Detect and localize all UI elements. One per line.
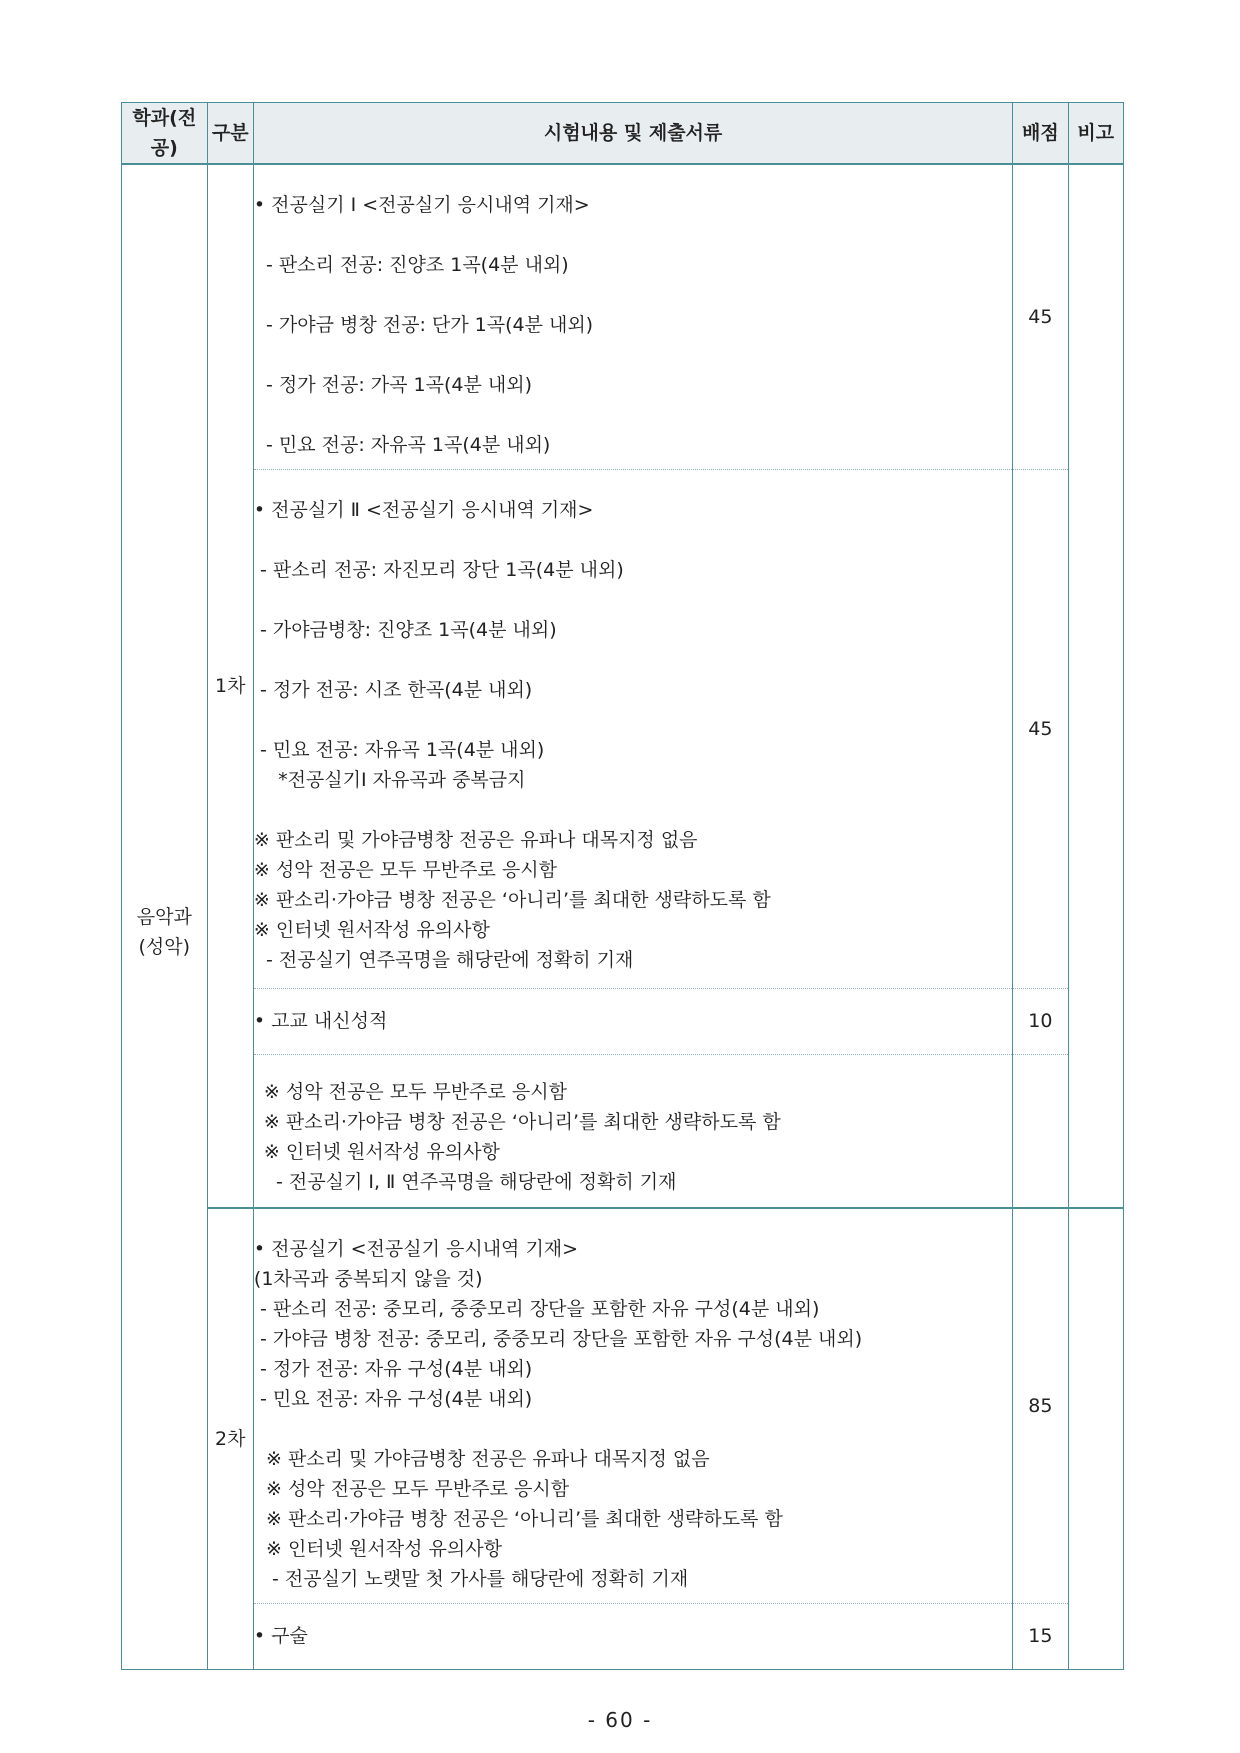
note-line: ※ 판소리 및 가야금병창 전공은 유파나 대목지정 없음	[253, 828, 698, 851]
round2-block2-score: 15	[1013, 1603, 1068, 1669]
table-row	[122, 988, 1124, 1054]
round1-block2-content	[253, 469, 1012, 988]
list-item: (1차곡과 중복되지 않을 것)	[253, 1267, 483, 1290]
round1-block1-title: • 전공실기 Ⅰ <전공실기 응시내역 기재>	[253, 193, 590, 216]
note-line: ※ 인터넷 원서작성 유의사항	[253, 918, 490, 941]
list-item: - 민요 전공: 자유곡 1곡(4분 내외)	[253, 433, 551, 456]
round2-block1-score: 85	[1013, 1208, 1068, 1603]
dept-name: 음악과 (성악)	[136, 905, 192, 958]
round2-note-cell	[1068, 1208, 1123, 1669]
round1-block2-score: 45	[1013, 469, 1068, 988]
round1-block4-score	[1013, 1054, 1068, 1208]
sub-note: *전공실기Ⅰ 자유곡과 중복금지	[253, 768, 526, 791]
round1-block3-content	[253, 988, 1012, 1054]
round1-block4-content	[253, 1054, 1012, 1208]
list-item: - 판소리 전공: 중모리, 중중모리 장단을 포함한 자유 구성(4분 내외)	[253, 1297, 820, 1320]
round2-block2-title: • 구술	[253, 1625, 308, 1647]
list-item: - 민요 전공: 자유 구성(4분 내외)	[253, 1387, 533, 1410]
header-content: 시험내용 및 제출서류	[253, 103, 1012, 165]
note-line: ※ 성악 전공은 모두 무반주로 응시함	[253, 1477, 570, 1500]
list-item: - 판소리 전공: 자진모리 장단 1곡(4분 내외)	[253, 558, 624, 581]
round1-block2-title: • 전공실기 Ⅱ <전공실기 응시내역 기재>	[253, 498, 594, 521]
list-item: - 가야금병창: 진양조 1곡(4분 내외)	[253, 618, 557, 641]
list-item: - 정가 전공: 시조 한곡(4분 내외)	[253, 678, 533, 701]
exam-table	[121, 102, 1124, 1670]
list-item: - 정가 전공: 자유 구성(4분 내외)	[253, 1357, 533, 1380]
list-item: - 가야금 병창 전공: 단가 1곡(4분 내외)	[253, 313, 594, 336]
note-line: ※ 인터넷 원서작성 유의사항	[263, 1140, 500, 1163]
list-item: - 민요 전공: 자유곡 1곡(4분 내외)	[253, 738, 545, 761]
note-line: ※ 성악 전공은 모두 무반주로 응시함	[263, 1080, 567, 1103]
table-row	[122, 164, 1124, 469]
header-type: 구분	[207, 103, 253, 165]
table-row	[122, 1603, 1124, 1669]
note-line: - 전공실기 연주곡명을 해당란에 정확히 기재	[253, 948, 634, 971]
note-line: ※ 인터넷 원서작성 유의사항	[253, 1537, 502, 1560]
table-row	[122, 1208, 1124, 1603]
round1-block3-score: 10	[1013, 988, 1068, 1054]
dept-cell	[122, 164, 208, 1669]
round2-label-cell	[207, 1208, 253, 1669]
list-item: - 정가 전공: 가곡 1곡(4분 내외)	[253, 373, 532, 396]
round1-block1-content	[253, 164, 1012, 469]
table-row	[122, 1054, 1124, 1208]
header-score: 배점	[1013, 103, 1068, 165]
round1-note-cell	[1068, 164, 1123, 1208]
round2-label: 2차	[215, 1427, 246, 1450]
note-line: ※ 판소리·가야금 병창 전공은 ‘아니리’를 최대한 생략하도록 함	[263, 1110, 781, 1133]
note-line: ※ 판소리·가야금 병창 전공은 ‘아니리’를 최대한 생략하도록 함	[253, 888, 771, 911]
note-line: - 전공실기 노랫말 첫 가사를 해당란에 정확히 기재	[253, 1567, 689, 1590]
round1-block3-title: • 고교 내신성적	[253, 1010, 388, 1032]
note-line: ※ 판소리·가야금 병창 전공은 ‘아니리’를 최대한 생략하도록 함	[253, 1507, 783, 1530]
table-header-row	[122, 103, 1124, 165]
round1-label: 1차	[215, 675, 246, 697]
header-note: 비고	[1068, 103, 1123, 165]
round2-block2-content	[253, 1603, 1012, 1669]
note-line: - 전공실기 Ⅰ, Ⅱ 연주곡명을 해당란에 정확히 기재	[263, 1170, 677, 1193]
page-number: - 60 -	[587, 1708, 653, 1732]
round2-block1-content	[253, 1208, 1012, 1603]
list-item: - 판소리 전공: 진양조 1곡(4분 내외)	[253, 253, 569, 276]
round1-label-cell	[207, 164, 253, 1208]
table-row	[122, 469, 1124, 988]
round1-block1-score: 45	[1013, 164, 1068, 469]
header-dept: 학과(전공)	[122, 103, 208, 165]
list-item: - 가야금 병창 전공: 중모리, 중중모리 장단을 포함한 자유 구성(4분 내외)	[253, 1327, 863, 1350]
note-line: ※ 성악 전공은 모두 무반주로 응시함	[253, 858, 557, 881]
round2-block1-title: • 전공실기 <전공실기 응시내역 기재>	[253, 1237, 579, 1260]
note-line: ※ 판소리 및 가야금병창 전공은 유파나 대목지정 없음	[253, 1447, 710, 1470]
